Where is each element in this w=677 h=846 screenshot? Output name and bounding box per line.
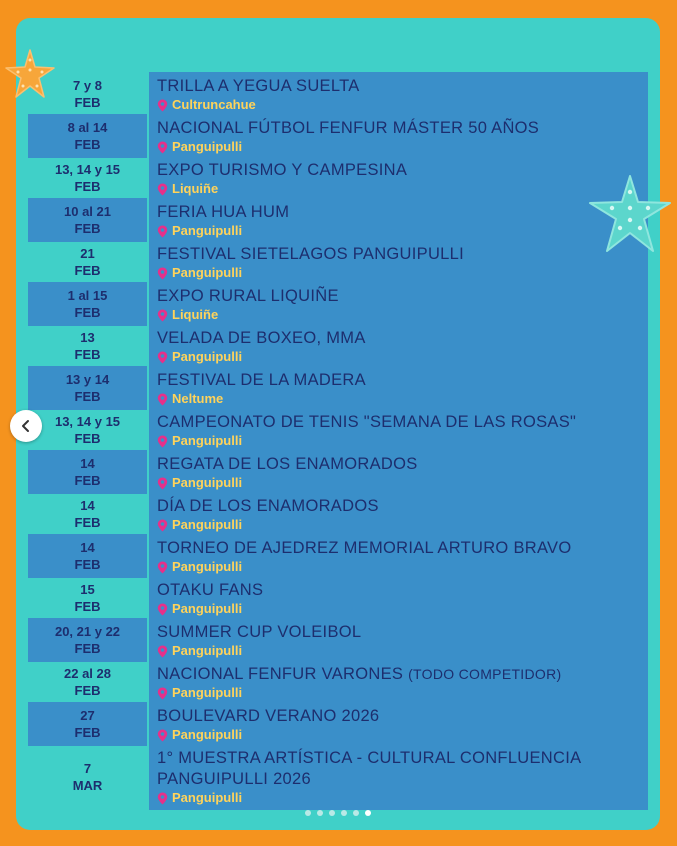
- event-date: [28, 198, 147, 242]
- carousel-dot[interactable]: [317, 810, 323, 816]
- event-info: [149, 618, 648, 662]
- event-info: [149, 744, 648, 810]
- event-date-month: FEB: [74, 389, 101, 404]
- carousel-dot[interactable]: [341, 810, 347, 816]
- event-date-days: 1 al 15: [67, 288, 108, 303]
- event-title-line: [157, 454, 648, 475]
- event-date-days: 13, 14 y 15: [54, 162, 121, 177]
- map-pin-icon: [157, 645, 168, 658]
- event-date-days: 20, 21 y 22: [54, 624, 121, 639]
- event-row: [28, 534, 648, 578]
- event-date-month: FEB: [74, 95, 101, 110]
- event-location-name: Panguipulli: [172, 559, 243, 574]
- event-title-line: [157, 328, 648, 349]
- event-info: [149, 156, 648, 200]
- event-date-month: FEB: [74, 641, 101, 656]
- event-date: [28, 492, 147, 536]
- event-location-name: Neltume: [172, 391, 224, 406]
- event-title: TORNEO DE AJEDREZ MEMORIAL ARTURO BRAVO: [157, 539, 572, 557]
- event-row: [28, 450, 648, 494]
- map-pin-icon: [157, 267, 168, 280]
- event-title: TRILLA A YEGUA SUELTA: [157, 77, 360, 95]
- event-location: [157, 181, 648, 197]
- event-title-line: [157, 370, 648, 391]
- event-title: VELADA DE BOXEO, MMA: [157, 329, 366, 347]
- event-location-name: Panguipulli: [172, 517, 243, 532]
- event-row: [28, 156, 648, 200]
- event-location: [157, 223, 648, 239]
- event-title: REGATA DE LOS ENAMORADOS: [157, 455, 418, 473]
- event-location-name: Panguipulli: [172, 643, 243, 658]
- event-title-line2: PANGUIPULLI 2026: [157, 770, 311, 788]
- starfish-icon: [586, 172, 674, 256]
- event-row: [28, 324, 648, 368]
- event-location: [157, 685, 648, 701]
- event-title-line: [157, 580, 648, 601]
- event-info: [149, 282, 648, 326]
- event-date-days: 10 al 21: [64, 204, 111, 219]
- event-location: [157, 349, 648, 365]
- event-title-line: [157, 496, 648, 517]
- event-date-month: FEB: [74, 431, 101, 446]
- map-pin-icon: [157, 393, 168, 406]
- event-date: [28, 702, 147, 746]
- event-title: FESTIVAL DE LA MADERA: [157, 371, 366, 389]
- event-date-days: 15: [80, 582, 95, 597]
- event-title-line: [157, 412, 648, 433]
- carousel-dots: [16, 810, 660, 816]
- event-date: [28, 660, 147, 704]
- event-location-name: Cultruncahue: [172, 97, 256, 112]
- event-location: [157, 391, 648, 407]
- event-row: [28, 618, 648, 662]
- event-location: [157, 97, 648, 113]
- event-date: [28, 618, 147, 662]
- event-info: [149, 114, 648, 158]
- carousel-dot[interactable]: [329, 810, 335, 816]
- event-date-days: 14: [80, 498, 95, 513]
- event-info: [149, 366, 648, 410]
- event-date-month: FEB: [74, 305, 101, 320]
- event-date-days: 14: [80, 456, 95, 471]
- event-info: [149, 324, 648, 368]
- map-pin-icon: [157, 729, 168, 742]
- map-pin-icon: [157, 687, 168, 700]
- event-date-days: 13: [80, 330, 95, 345]
- event-title-suffix: (TODO COMPETIDOR): [408, 666, 562, 682]
- event-location: [157, 433, 648, 449]
- event-title-line: [157, 286, 648, 307]
- event-title-line: [157, 202, 648, 223]
- map-pin-icon: [157, 561, 168, 574]
- event-date-days: 21: [80, 246, 95, 261]
- event-info: [149, 450, 648, 494]
- map-pin-icon: [157, 225, 168, 238]
- event-title: SUMMER CUP VOLEIBOL: [157, 623, 362, 641]
- event-date-month: FEB: [74, 725, 101, 740]
- event-location-name: Panguipulli: [172, 601, 243, 616]
- event-date-days: 27: [80, 708, 95, 723]
- event-location-name: Panguipulli: [172, 433, 243, 448]
- event-info: [149, 408, 648, 452]
- event-date-days: 7 y 8: [73, 78, 102, 93]
- event-date-month: MAR: [72, 778, 103, 793]
- event-date: [28, 744, 147, 810]
- event-date: [28, 408, 147, 452]
- event-date-days: 13 y 14: [65, 372, 110, 387]
- event-date-month: FEB: [74, 515, 101, 530]
- map-pin-icon: [157, 183, 168, 196]
- event-location-name: Panguipulli: [172, 349, 243, 364]
- event-row: [28, 198, 648, 242]
- event-date: [28, 534, 147, 578]
- event-date: [28, 282, 147, 326]
- event-location: [157, 643, 648, 659]
- event-title: NACIONAL FÚTBOL FENFUR MÁSTER 50 AÑOS: [157, 119, 540, 137]
- event-date-month: FEB: [74, 221, 101, 236]
- event-title: CAMPEONATO DE TENIS "SEMANA DE LAS ROSAS": [157, 413, 577, 431]
- event-row: [28, 366, 648, 410]
- event-row: [28, 114, 648, 158]
- event-title: EXPO TURISMO Y CAMPESINA: [157, 161, 408, 179]
- event-location-name: Panguipulli: [172, 790, 243, 805]
- carousel-dot[interactable]: [353, 810, 359, 816]
- event-location-name: Panguipulli: [172, 475, 243, 490]
- event-row: [28, 282, 648, 326]
- event-date: [28, 450, 147, 494]
- event-location-name: Liquiñe: [172, 307, 219, 322]
- event-info: [149, 198, 648, 242]
- event-date: [28, 156, 147, 200]
- event-title-line: [157, 538, 648, 559]
- carousel-prev-button[interactable]: [10, 410, 42, 442]
- event-location: [157, 727, 648, 743]
- event-date: [28, 114, 147, 158]
- map-pin-icon: [157, 351, 168, 364]
- map-pin-icon: [157, 477, 168, 490]
- event-title-line: [157, 118, 648, 139]
- event-location: [157, 139, 648, 155]
- starfish-icon: [2, 46, 58, 102]
- event-info: [149, 492, 648, 536]
- events-panel: [16, 18, 660, 830]
- event-date-days: 8 al 14: [67, 120, 108, 135]
- event-title-line: [157, 160, 648, 181]
- event-info: [149, 576, 648, 620]
- event-date: [28, 366, 147, 410]
- event-title: DÍA DE LOS ENAMORADOS: [157, 497, 379, 515]
- event-location: [157, 790, 648, 806]
- event-date-days: 22 al 28: [64, 666, 111, 681]
- map-pin-icon: [157, 141, 168, 154]
- event-row: [28, 492, 648, 536]
- event-title-line: [157, 748, 648, 769]
- map-pin-icon: [157, 99, 168, 112]
- event-date-days: 7: [83, 761, 92, 776]
- event-location-name: Panguipulli: [172, 265, 243, 280]
- event-title: FERIA HUA HUM: [157, 203, 290, 221]
- event-date-month: FEB: [74, 263, 101, 278]
- event-date-days: 13, 14 y 15: [54, 414, 121, 429]
- event-location-name: Panguipulli: [172, 223, 243, 238]
- event-title-line: [157, 664, 648, 685]
- event-title-line: [157, 622, 648, 643]
- event-date-month: FEB: [74, 557, 101, 572]
- event-location: [157, 559, 648, 575]
- event-date-month: FEB: [74, 683, 101, 698]
- event-row: [28, 660, 648, 704]
- event-location: [157, 475, 648, 491]
- event-title-line: [157, 244, 648, 265]
- event-info: [149, 702, 648, 746]
- map-pin-icon: [157, 519, 168, 532]
- event-title-line: [157, 76, 648, 97]
- event-row: [28, 744, 648, 810]
- event-title: NACIONAL FENFUR VARONES: [157, 665, 404, 683]
- event-info: [149, 534, 648, 578]
- event-date: [28, 240, 147, 284]
- chevron-left-icon: [19, 419, 33, 433]
- event-location-name: Panguipulli: [172, 685, 243, 700]
- event-info: [149, 660, 648, 704]
- event-location: [157, 307, 648, 323]
- event-date: [28, 576, 147, 620]
- map-pin-icon: [157, 603, 168, 616]
- event-row: [28, 576, 648, 620]
- event-title: EXPO RURAL LIQUIÑE: [157, 287, 339, 305]
- event-date-month: FEB: [74, 473, 101, 488]
- event-row: [28, 240, 648, 284]
- event-title: BOULEVARD VERANO 2026: [157, 707, 380, 725]
- carousel-dot[interactable]: [305, 810, 311, 816]
- event-row: [28, 702, 648, 746]
- event-title-line: [157, 706, 648, 727]
- event-row: [28, 72, 648, 116]
- event-info: [149, 72, 648, 116]
- event-location-name: Panguipulli: [172, 139, 243, 154]
- event-date-month: FEB: [74, 347, 101, 362]
- event-date: [28, 324, 147, 368]
- event-location: [157, 601, 648, 617]
- event-title: FESTIVAL SIETELAGOS PANGUIPULLI: [157, 245, 465, 263]
- event-title: OTAKU FANS: [157, 581, 264, 599]
- event-date-month: FEB: [74, 179, 101, 194]
- map-pin-icon: [157, 792, 168, 805]
- carousel-dot[interactable]: [365, 810, 371, 816]
- event-date-month: FEB: [74, 137, 101, 152]
- event-location-name: Panguipulli: [172, 727, 243, 742]
- event-location-name: Liquiñe: [172, 181, 219, 196]
- event-date-month: FEB: [74, 599, 101, 614]
- event-location: [157, 265, 648, 281]
- event-location: [157, 517, 648, 533]
- event-info: [149, 240, 648, 284]
- map-pin-icon: [157, 435, 168, 448]
- event-title: 1° MUESTRA ARTÍSTICA - CULTURAL CONFLUENCIA: [157, 749, 582, 767]
- event-date-days: 14: [80, 540, 95, 555]
- map-pin-icon: [157, 309, 168, 322]
- event-row: [28, 408, 648, 452]
